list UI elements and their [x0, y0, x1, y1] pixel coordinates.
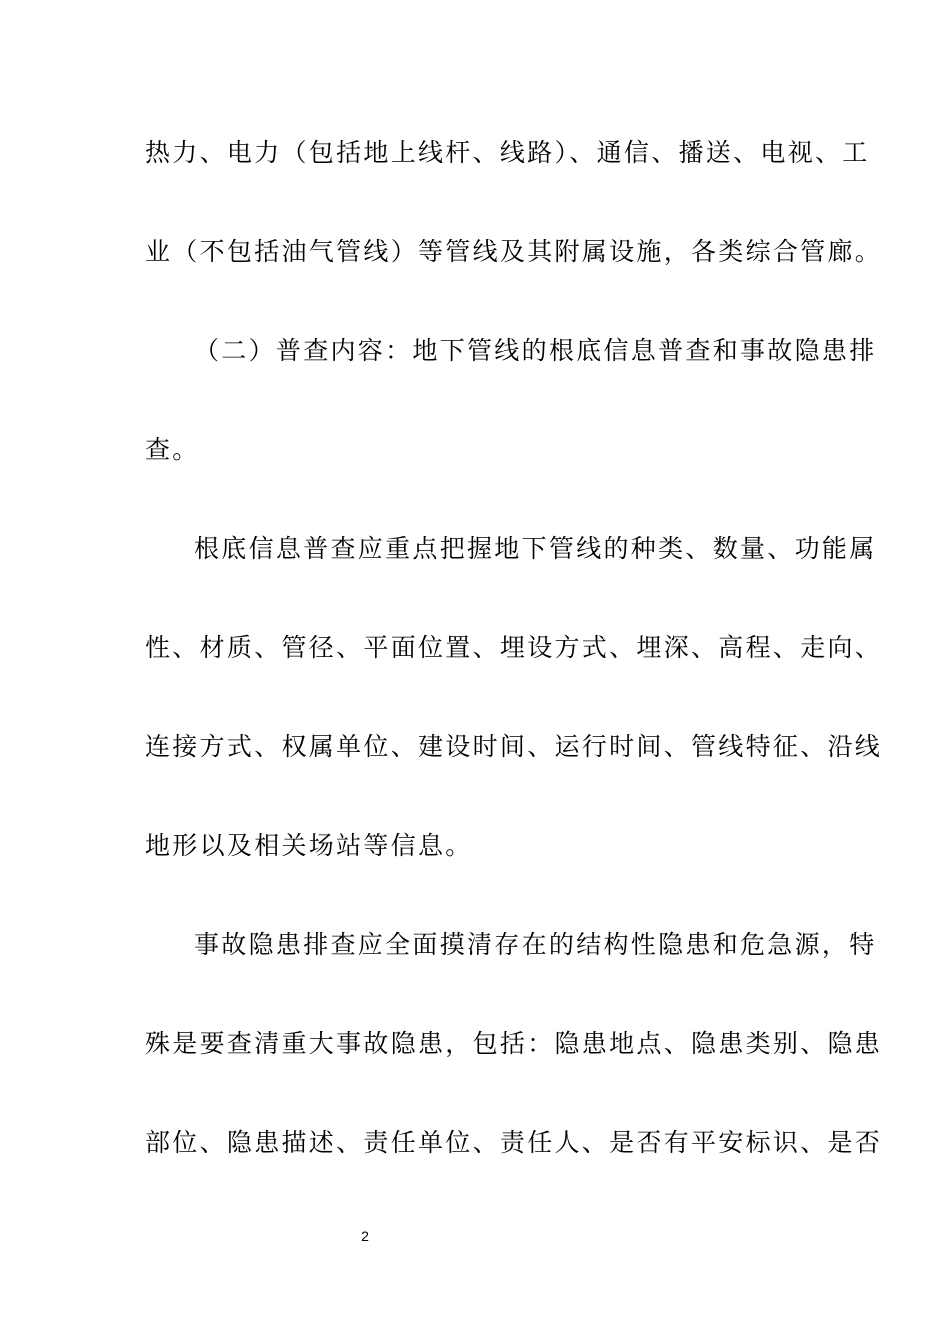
text-line: 连接方式、权属单位、建设时间、运行时间、管线特征、沿线	[145, 732, 883, 761]
text-line: 热力、电力（包括地上线杆、线路）、通信、播送、电视、工	[145, 138, 870, 167]
text-line: 根底信息普查应重点把握地下管线的种类、数量、功能属	[194, 534, 877, 563]
text-line: 查。	[145, 435, 200, 464]
text-line: 部位、隐患描述、责任单位、责任人、是否有平安标识、是否	[145, 1128, 883, 1157]
text-line: 地形以及相关场站等信息。	[145, 831, 473, 860]
text-line: 殊是要查清重大事故隐患，包括：隐患地点、隐患类别、隐患	[145, 1029, 883, 1058]
page-number: 2	[361, 1228, 369, 1244]
text-line: 事故隐患排查应全面摸清存在的结构性隐患和危急源，特	[194, 930, 877, 959]
text-line: （二）普查内容：地下管线的根底信息普查和事故隐患排	[194, 336, 877, 365]
text-line: 性、材质、管径、平面位置、埋设方式、埋深、高程、走向、	[145, 633, 883, 662]
text-line: 业（不包括油气管线）等管线及其附属设施，各类综合管廊。	[145, 237, 883, 266]
